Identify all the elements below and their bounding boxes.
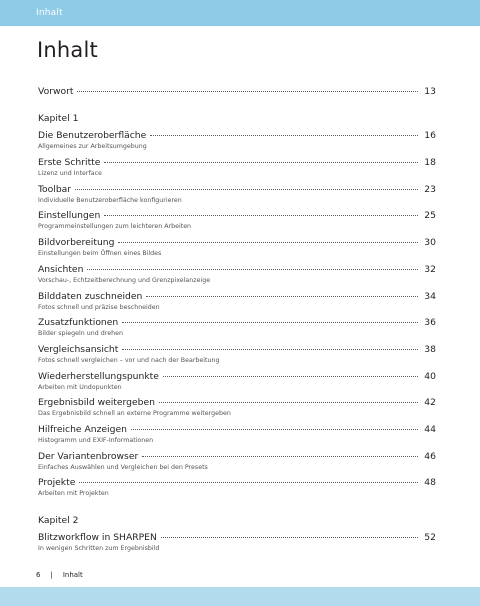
toc-entry-line xyxy=(38,344,436,355)
toc-entry-title: Ergebnisbild weitergeben xyxy=(38,397,155,408)
toc-entry-description: Arbeiten mit Projekten xyxy=(38,490,109,497)
dot-leader xyxy=(118,242,418,243)
dot-leader xyxy=(104,162,418,163)
header-section-label: Inhalt xyxy=(36,8,63,18)
toc-entry-title: Vergleichsansicht xyxy=(38,344,119,355)
toc-entry-line xyxy=(38,371,436,382)
toc-entry-title: Bildvorbereitung xyxy=(38,237,115,248)
dot-leader xyxy=(161,537,418,538)
toc-entry-title: Bilddaten zuschneiden xyxy=(38,291,143,302)
dot-leader xyxy=(142,456,418,457)
chapter-heading: Kapitel 2 xyxy=(38,515,79,526)
toc-entry-description: Fotos schnell vergleichen – vor und nach der Bearbeitung xyxy=(38,357,220,364)
page-footer xyxy=(36,571,83,579)
toc-entry xyxy=(38,184,436,204)
toc-entry-title: Projekte xyxy=(38,477,76,488)
toc-entry-line xyxy=(38,130,436,141)
toc-entry-description: In wenigen Schritten zum Ergebnisbild xyxy=(38,545,160,552)
toc-entry-description: Lizenz und Interface xyxy=(38,170,102,177)
toc-entry-page-number: 25 xyxy=(424,210,436,221)
footer-section-label: Inhalt xyxy=(62,571,83,579)
toc-entry-page-number: 44 xyxy=(424,424,436,435)
toc-entry xyxy=(38,157,436,177)
toc-entry-description: Vorschau-, Echtzeitberechnung und Grenzpixelanzeige xyxy=(38,277,211,284)
toc-entry-page-number: 23 xyxy=(424,184,436,195)
toc-entry-line xyxy=(38,397,436,408)
toc-entry xyxy=(38,317,436,337)
dot-leader xyxy=(159,402,418,403)
dot-leader xyxy=(104,215,418,216)
toc-entry-title: Der Variantenbrowser xyxy=(38,451,139,462)
dot-leader xyxy=(131,429,418,430)
toc-entry xyxy=(38,210,436,230)
toc-entry-page-number: 36 xyxy=(424,317,436,328)
toc-entry xyxy=(38,532,436,552)
dot-leader xyxy=(122,349,418,350)
toc-entry-page-number: 48 xyxy=(424,477,436,488)
toc-entry-title: Toolbar xyxy=(38,184,72,195)
toc-entry-page-number: 13 xyxy=(424,86,436,97)
toc-entry xyxy=(38,397,436,417)
toc-entry-page-number: 52 xyxy=(424,532,436,543)
footer-separator: | xyxy=(50,571,53,579)
toc-entry xyxy=(38,237,436,257)
toc-entry-title: Wiederherstellungspunkte xyxy=(38,371,159,382)
top-header-band xyxy=(0,0,480,26)
toc-entry-line xyxy=(38,264,436,275)
toc-entry-description: Einstellungen beim Öffnen eines Bildes xyxy=(38,250,162,257)
toc-entry-line xyxy=(38,424,436,435)
toc-entry-page-number: 46 xyxy=(424,451,436,462)
toc-entry-page-number: 16 xyxy=(424,130,436,141)
dot-leader xyxy=(163,376,418,377)
toc-entry-description: Bilder spiegeln und drehen xyxy=(38,330,123,337)
toc-entry-description: Einfaches Auswählen und Vergleichen bei den Presets xyxy=(38,464,208,471)
toc-entry-title: Blitzworkflow in SHARPEN xyxy=(38,532,157,543)
dot-leader xyxy=(122,322,418,323)
toc-entry xyxy=(38,451,436,471)
toc-entry-title: Die Benutzeroberfläche xyxy=(38,130,147,141)
toc-entry xyxy=(38,344,436,364)
dot-leader xyxy=(150,135,418,136)
toc-entry-description: Programmeinstellungen zum leichteren Arbeiten xyxy=(38,223,192,230)
toc-entry-description: Histogramm und EXIF-Informationen xyxy=(38,437,154,444)
toc-entry xyxy=(38,86,436,97)
toc-entry-line xyxy=(38,477,436,488)
toc-entry-title: Zusatzfunktionen xyxy=(38,317,119,328)
dot-leader xyxy=(146,296,418,297)
toc-entry xyxy=(38,264,436,284)
toc-entry-line xyxy=(38,291,436,302)
dot-leader xyxy=(75,189,418,190)
toc-entry-page-number: 42 xyxy=(424,397,436,408)
toc-entry-title: Vorwort xyxy=(38,86,74,97)
page-title: Inhalt xyxy=(37,38,98,62)
toc-entry-line xyxy=(38,237,436,248)
toc-entry-page-number: 40 xyxy=(424,371,436,382)
toc-entry-line xyxy=(38,210,436,221)
toc-entry-page-number: 34 xyxy=(424,291,436,302)
toc-entry-description: Das Ergebnisbild schnell an externe Programme weitergeben xyxy=(38,410,231,417)
chapter-heading: Kapitel 1 xyxy=(38,113,79,124)
toc-entry-title: Einstellungen xyxy=(38,210,101,221)
toc-entry-line xyxy=(38,86,436,97)
toc-entry-page-number: 38 xyxy=(424,344,436,355)
dot-leader xyxy=(77,91,418,92)
toc-entry-line xyxy=(38,184,436,195)
toc-entry-title: Ansichten xyxy=(38,264,84,275)
toc-entry xyxy=(38,424,436,444)
toc-entry xyxy=(38,291,436,311)
toc-entry-page-number: 18 xyxy=(424,157,436,168)
footer-page-number: 6 xyxy=(36,571,41,579)
dot-leader xyxy=(87,269,418,270)
toc-entry-page-number: 30 xyxy=(424,237,436,248)
toc-entry-description: Fotos schnell und präzise beschneiden xyxy=(38,304,160,311)
toc-entry-page-number: 32 xyxy=(424,264,436,275)
toc-entry-title: Hilfreiche Anzeigen xyxy=(38,424,127,435)
toc-entry-description: Individuelle Benutzeroberfläche konfigurieren xyxy=(38,197,182,204)
toc-entry xyxy=(38,130,436,150)
toc-entry-line xyxy=(38,157,436,168)
toc-entry-title: Erste Schritte xyxy=(38,157,101,168)
toc-entry-description: Arbeiten mit Undopunkten xyxy=(38,384,122,391)
toc-entry-line xyxy=(38,532,436,543)
toc-entry-description: Allgemeines zur Arbeitsumgebung xyxy=(38,143,147,150)
dot-leader xyxy=(79,482,418,483)
toc-entry xyxy=(38,371,436,391)
toc-entry-line xyxy=(38,451,436,462)
toc-entry xyxy=(38,477,436,497)
bottom-footer-band xyxy=(0,587,480,606)
toc-entry-line xyxy=(38,317,436,328)
